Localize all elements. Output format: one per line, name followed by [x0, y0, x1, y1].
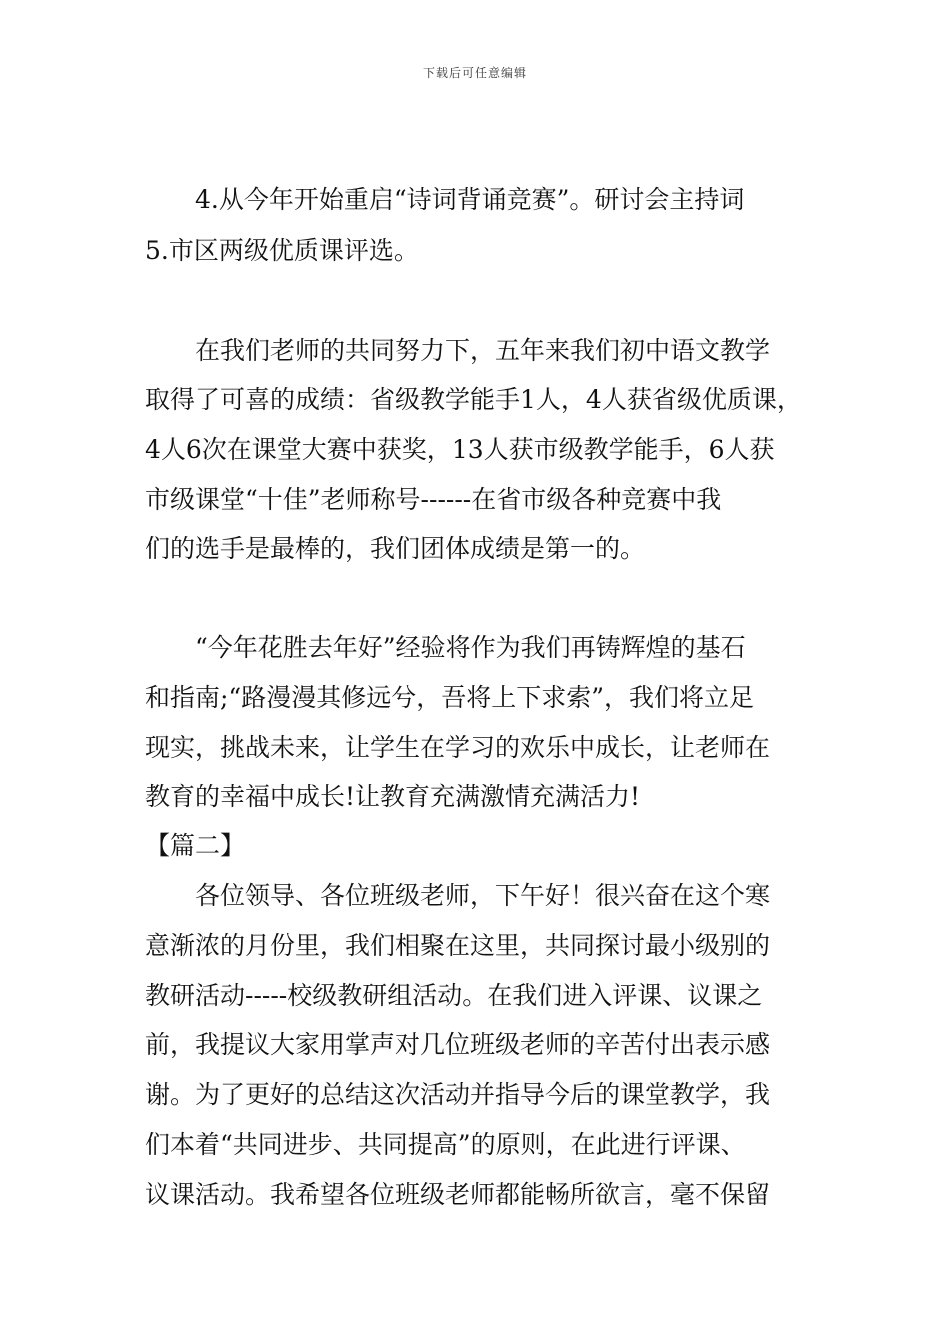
text-line: 们的选手是最棒的，我们团体成绩是第一的。 [145, 534, 646, 563]
page-header: 下载后可任意编辑 [422, 66, 527, 80]
section-heading: 【篇二】 [145, 831, 246, 860]
text-line: 前，我提议大家用掌声对几位班级老师的辛苦付出表示感 [145, 1030, 771, 1059]
text-line: 4.从今年开始重启“诗词背诵竞赛”。研讨会主持词 [145, 185, 745, 214]
text-line: 市级课堂“十佳”老师称号------在省市级各种竞赛中我 [145, 485, 722, 514]
text-line: 各位领导、各位班级老师，下午好！很兴奋在这个寒 [145, 881, 771, 910]
text-line: 和指南;“路漫漫其修远兮，吾将上下求索”，我们将立足 [145, 683, 754, 712]
text-line: 教研活动-----校级教研组活动。在我们进入评课、议课之 [145, 981, 763, 1010]
text-line: “今年花胜去年好”经验将作为我们再铸辉煌的基石 [145, 633, 746, 662]
text-line: 5.市区两级优质课评选。 [145, 236, 419, 265]
text-line: 谢。为了更好的总结这次活动并指导今后的课堂教学，我 [145, 1080, 771, 1109]
text-line: 现实，挑战未来，让学生在学习的欢乐中成长，让老师在 [145, 733, 771, 762]
text-line: 意渐浓的月份里，我们相聚在这里，共同探讨最小级别的 [145, 931, 771, 960]
text-line: 在我们老师的共同努力下，五年来我们初中语文教学 [145, 336, 771, 365]
text-line: 教育的幸福中成长!让教育充满激情充满活力! [145, 782, 641, 811]
text-line: 议课活动。我希望各位班级老师都能畅所欲言，毫不保留 [145, 1180, 771, 1209]
text-line: 取得了可喜的成绩：省级教学能手1人，4人获省级优质课， [145, 385, 802, 414]
text-line: 们本着“共同进步、共同提高”的原则，在此进行评课、 [145, 1130, 746, 1159]
text-line: 4人6次在课堂大赛中获奖，13人获市级教学能手，6人获 [145, 435, 775, 464]
